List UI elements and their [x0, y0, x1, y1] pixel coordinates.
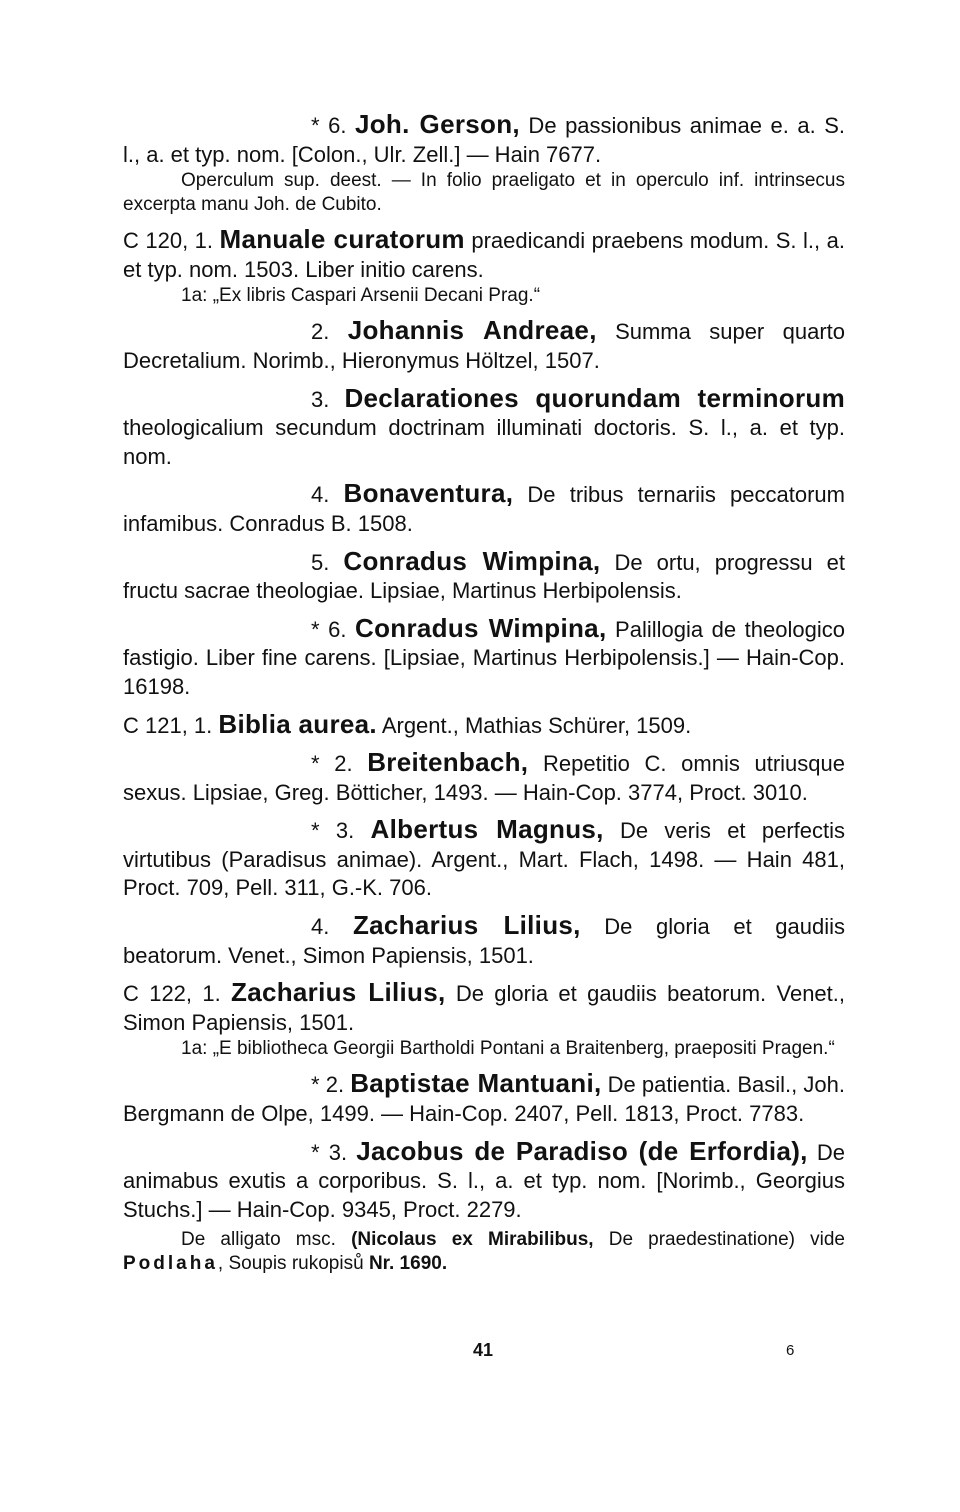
catalogue-entry: [123, 1069, 845, 1128]
entry-number: * 6.: [311, 616, 356, 642]
entry-number: 1a:: [181, 285, 213, 307]
entry-number: * 2.: [311, 1072, 351, 1098]
entry-text: „Ex libris Caspari Arsenii Decani Prag.“: [212, 285, 541, 307]
entry-number: 1a:: [181, 1038, 213, 1060]
entry-text: De tribus ternariis peccatorum infamibus. Conradus B. 1508.: [123, 482, 845, 536]
entry-text: De patientia. Basil., Joh. Bergmann de Olpe, 1499. — Hain-Cop. 2407, Pell. 1813, Proct. 7783.: [123, 1072, 846, 1127]
entry-text: Operculum sup. deest. — In folio praeligato et in operculo inf. intrinsecus excerpta manu Joh. de Cubito.: [123, 170, 845, 216]
catalogue-entry: [123, 384, 845, 472]
page-footer: [0, 1340, 960, 1370]
page-number: 41: [473, 1340, 494, 1360]
catalogue-entry: [123, 748, 845, 807]
catalogue-entries: [123, 110, 845, 1224]
catalogue-entry: [123, 479, 845, 538]
entry-number: 5.: [311, 549, 344, 575]
entry-text: De gloria et gaudiis beatorum. Venet., Simon Papiensis, 1501.: [123, 914, 845, 968]
catalogue-entry: [123, 815, 845, 903]
entry-text: De passionibus animae e. a. S. l., a. et typ. nom. [Colon., Ulr. Zell.] — Hain 7677.: [123, 113, 845, 167]
note-text-3: , Soupis rukopisů: [217, 1253, 369, 1274]
entry-heading: Zacharius Lilius,: [231, 977, 446, 1008]
entry-text: Repetitio C. omnis utriusque sexus. Lipsiae, Greg. Bötticher, 1493. — Hain-Cop. 3774, Proct. 3010.: [123, 751, 845, 805]
note-bold-1: (Nicolaus ex Mirabilibus,: [351, 1229, 594, 1250]
entry-text: De gloria et gaudiis beatorum. Venet., Simon Papiensis, 1501.: [123, 981, 845, 1035]
entry-heading: Baptistae Mantuani,: [350, 1068, 602, 1099]
entry-number: * 3.: [311, 1139, 357, 1165]
entry-number: * 6.: [311, 113, 355, 138]
entry-heading: Jacobus de Paradiso (de Erfordia),: [356, 1135, 808, 1166]
entry-text: Summa super quarto Decretalium. Norimb., Hieronymus Höltzel, 1507.: [123, 319, 845, 373]
signature-mark: 6: [786, 1342, 795, 1359]
entry-text: Argent., Mathias Schürer, 1509.: [376, 712, 692, 738]
catalogue-entry: [123, 316, 845, 375]
entry-heading: Bonaventura,: [343, 478, 514, 509]
catalogue-entry: [123, 978, 845, 1037]
catalogue-entry: [123, 710, 845, 741]
catalogue-entry: [123, 614, 845, 702]
catalogue-entry: [123, 225, 845, 284]
catalogue-entry: [123, 110, 845, 169]
note-text-2: De praedestinatione) vide: [593, 1229, 845, 1250]
note-bold-2: Nr. 1690.: [368, 1253, 448, 1274]
entry-number: 4.: [311, 482, 344, 508]
entry-number: C 122, 1.: [123, 981, 232, 1007]
entry-heading: Conradus Wimpina,: [355, 612, 607, 643]
catalogue-entry: [123, 284, 845, 308]
catalogue-entry: [123, 1137, 845, 1225]
entry-heading: Johannis Andreae,: [347, 315, 597, 346]
catalogue-entry: [123, 547, 845, 606]
entry-heading: Breitenbach,: [367, 747, 529, 778]
entry-heading: Manuale curatorum: [219, 224, 465, 255]
entry-number: C 120, 1.: [123, 228, 220, 254]
entry-text: De veris et perfectis virtutibus (Paradisus animae). Argent., Mart. Flach, 1498. — Hain 481, Proct. 709, Pell. 311, G.-K. 706.: [123, 818, 846, 901]
entry-text: De ortu, progressu et fructu sacrae theologiae. Lipsiae, Martinus Herbipolensis.: [123, 549, 845, 604]
entry-heading: Biblia aurea.: [218, 708, 377, 739]
catalogue-entry: [123, 169, 845, 217]
entry-text: De animabus exutis a corporibus. S. l., a. et typ. nom. [Norimb., Georgius Stuchs.] — Hain-Cop. 9345, Proct. 2279.: [123, 1139, 845, 1222]
entry-text: praedicandi praebens modum. S. l., a. et typ. nom. 1503. Liber initio carens.: [123, 228, 845, 282]
note-text-1: De alligato msc.: [181, 1229, 352, 1250]
alligato-note: [123, 1228, 845, 1276]
entry-number: 2.: [311, 319, 348, 345]
catalogue-entry: [123, 1037, 845, 1061]
entry-text: „E bibliotheca Georgii Bartholdi Pontani a Braitenberg, praepositi Pragen.“: [212, 1038, 835, 1060]
note-author: Podlaha: [123, 1253, 218, 1274]
entry-heading: Conradus Wimpina,: [343, 545, 601, 576]
entry-heading: Declarationes quorundam terminorum: [344, 382, 845, 413]
catalogue-entry: [123, 911, 845, 970]
entry-text: theologicalium secundum doctrinam illuminati doctoris. S. l., a. et typ. nom.: [123, 415, 845, 469]
entry-heading: Albertus Magnus,: [370, 814, 604, 845]
entry-number: 4.: [311, 914, 353, 940]
entry-text: Palillogia de theologico fastigio. Liber fine carens. [Lipsiae, Martinus Herbipolensis.] — Hain-Cop. 16198.: [123, 616, 845, 699]
entry-number: 3.: [311, 386, 345, 412]
entry-number: * 2.: [311, 751, 368, 777]
entry-heading: Joh. Gerson,: [354, 109, 520, 139]
entry-number: * 3.: [311, 818, 371, 844]
entry-number: C 121, 1.: [123, 712, 219, 738]
entry-heading: Zacharius Lilius,: [352, 910, 581, 941]
